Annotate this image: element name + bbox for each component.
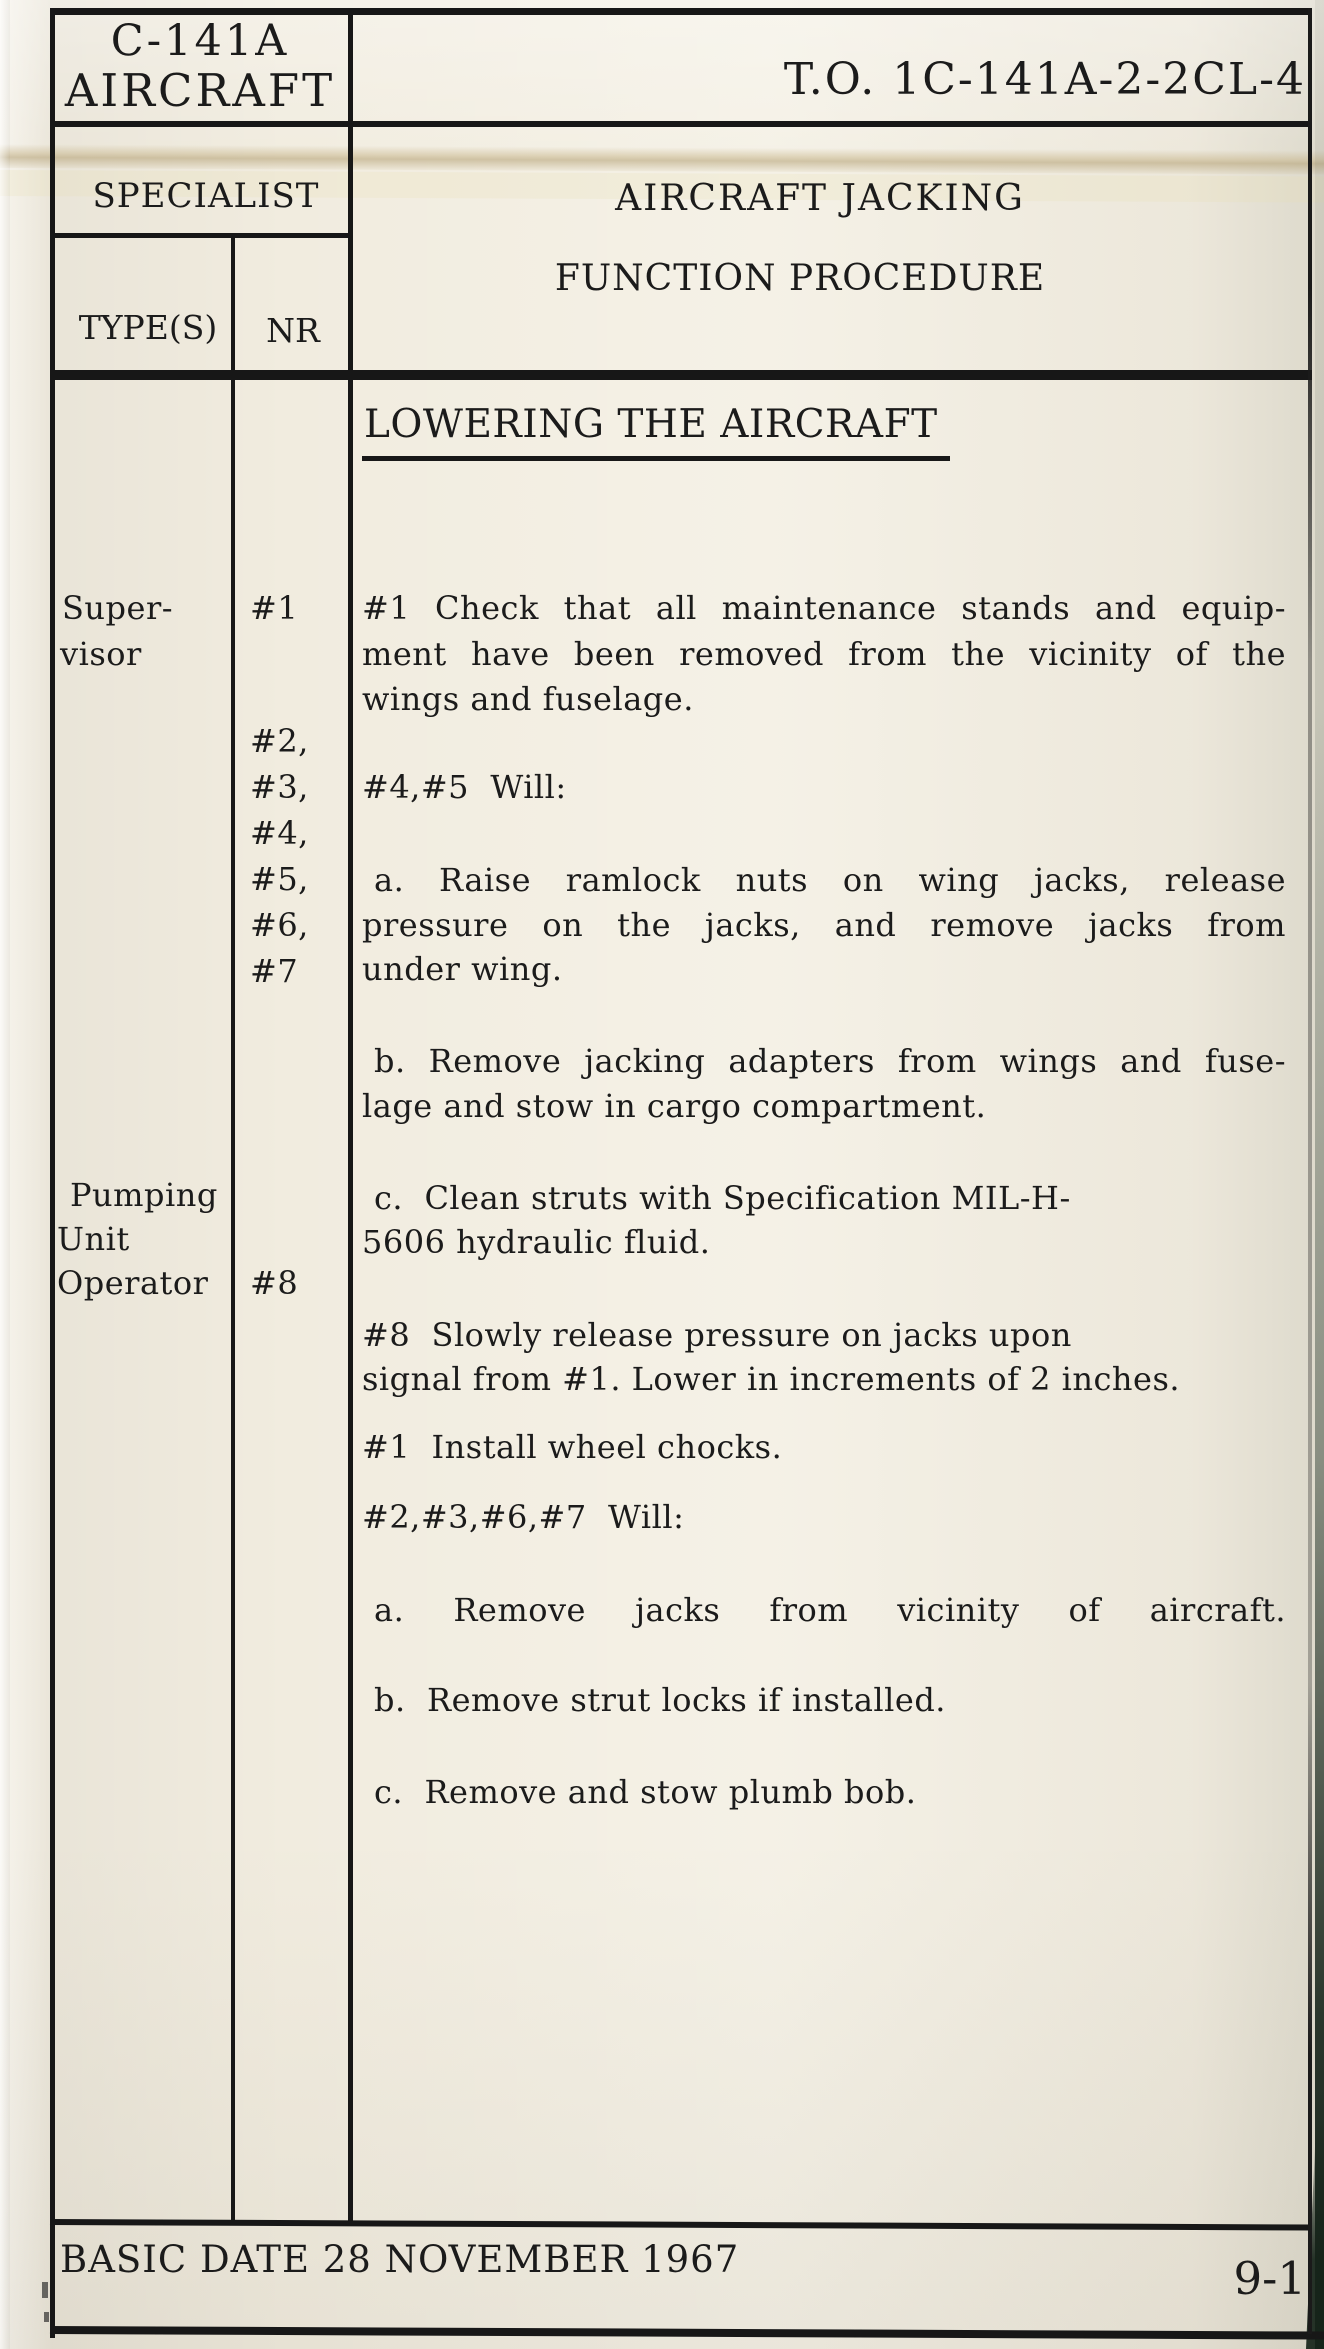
table-border-top — [50, 8, 1312, 15]
nr-entry: #2, — [250, 722, 309, 760]
specialist-type-line: Unit — [57, 1220, 130, 1258]
paper-crease-band — [0, 144, 1324, 175]
procedure-line: ment have been removed from the vicinity of the — [362, 635, 1286, 673]
nr-entry: #3, — [250, 768, 309, 806]
nr-entry: #5, — [250, 860, 309, 898]
specialist-type-line: visor — [60, 635, 142, 673]
procedure-line: pressure on the jacks, and remove jacks from — [362, 906, 1286, 944]
table-border-left — [50, 8, 55, 2338]
basic-date: BASIC DATE 28 NOVEMBER 1967 — [60, 2238, 740, 2281]
procedure-line: #1 Install wheel chocks. — [362, 1428, 783, 1466]
procedure-line: c. Clean struts with Specification MIL-H- — [374, 1179, 1071, 1217]
specialist-header: SPECIALIST — [92, 176, 320, 216]
table-rule-under-specialist — [50, 233, 353, 238]
nr-entry: #8 — [250, 1264, 299, 1302]
procedure-section-heading: LOWERING THE AIRCRAFT — [362, 402, 950, 461]
procedure-line: a. Remove jacks from vicinity of aircraft. — [374, 1591, 1286, 1629]
table-border-bottom — [50, 2326, 1324, 2340]
nr-entry: #7 — [250, 952, 299, 990]
procedure-line: #2,#3,#6,#7 Will: — [362, 1498, 685, 1536]
procedure-line: lage and stow in cargo compartment. — [362, 1087, 987, 1125]
function-procedure-header: FUNCTION PROCEDURE — [554, 258, 1046, 299]
technical-order-number: T.O. 1C-141A-2-2CL-4 — [783, 54, 1306, 105]
nr-entry: #1 — [250, 589, 299, 627]
table-divider-types-nr — [231, 233, 235, 2223]
section-title: AIRCRAFT JACKING — [615, 178, 1025, 219]
scan-mark — [44, 2312, 49, 2322]
procedure-line: b. Remove strut locks if installed. — [374, 1681, 946, 1719]
specialist-type-line: Pumping — [70, 1176, 218, 1214]
procedure-line: signal from #1. Lower in increments of 2 inches. — [362, 1360, 1181, 1398]
aircraft-model-box — [52, 16, 348, 116]
table-rule-under-title-row — [50, 121, 1312, 127]
specialist-type-line: Super- — [62, 589, 174, 627]
nr-entry: #6, — [250, 906, 309, 944]
procedure-line: 5606 hydraulic fluid. — [362, 1223, 711, 1261]
paper-left-edge — [0, 0, 10, 2349]
procedure-line: #1 Check that all maintenance stands and equip- — [362, 589, 1286, 627]
table-rule-above-footer — [50, 2219, 1312, 2231]
table-divider-nr-procedure — [348, 8, 353, 2223]
page-number: 9-1 — [1233, 2252, 1306, 2305]
procedure-line: c. Remove and stow plumb bob. — [374, 1773, 917, 1811]
scan-mark — [42, 2282, 48, 2298]
scan-right-edge-shadow — [1315, 0, 1324, 2349]
nr-entry: #4, — [250, 814, 309, 852]
aircraft-model-line1: C-141A — [110, 16, 290, 66]
procedure-line: a. Raise ramlock nuts on wing jacks, release — [374, 861, 1286, 899]
procedure-line: wings and fuselage. — [362, 680, 694, 718]
procedure-line: #8 Slowly release pressure on jacks upon — [362, 1316, 1072, 1354]
aircraft-model-line2: AIRCRAFT — [64, 64, 336, 117]
procedure-line: #4,#5 Will: — [362, 768, 567, 806]
procedure-line: under wing. — [362, 950, 563, 988]
specialist-type-line: Operator — [57, 1264, 209, 1302]
table-border-right — [1308, 8, 1312, 2334]
table-rule-under-column-headers — [50, 370, 1312, 380]
types-column-header: TYPE(S) — [78, 308, 218, 347]
procedure-line: b. Remove jacking adapters from wings and fuse- — [374, 1042, 1286, 1080]
nr-column-header: NR — [266, 311, 320, 350]
